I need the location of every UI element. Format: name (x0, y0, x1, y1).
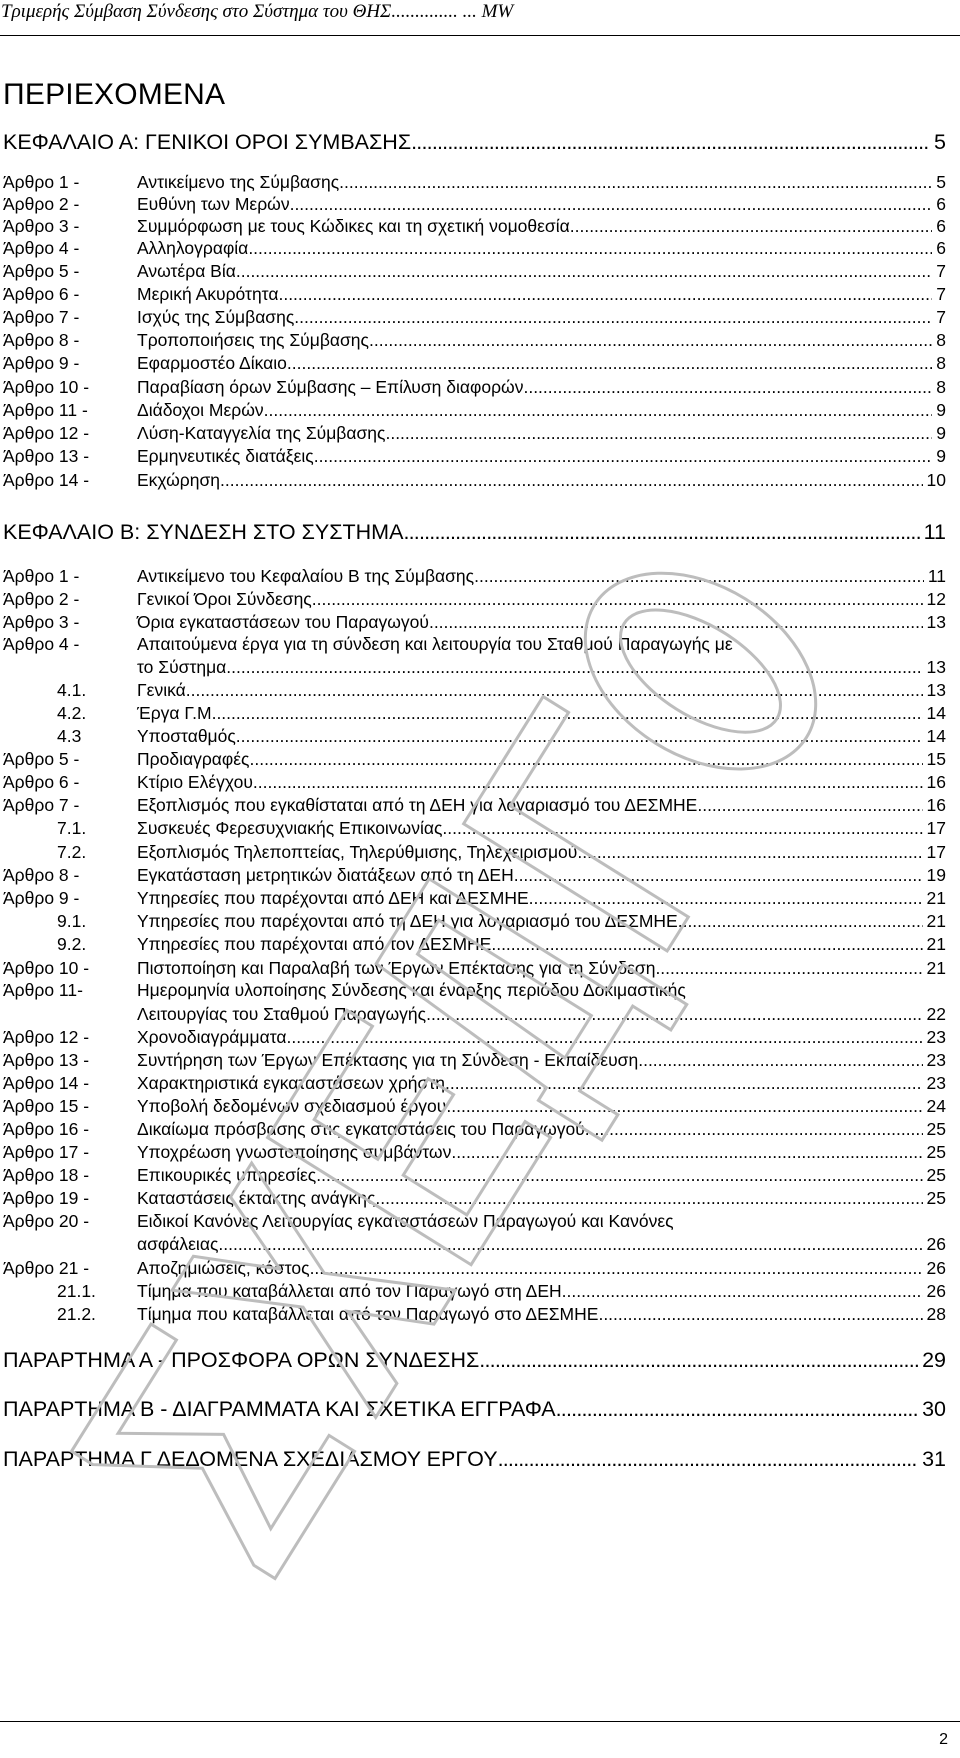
toc-title: Υποχρέωση γνωστοποίησης συμβάντων (137, 1142, 452, 1162)
dot-leader (514, 865, 923, 886)
dot-leader (218, 1234, 922, 1255)
toc-label: Άρθρο 12 - (3, 1027, 90, 1047)
dot-leader (474, 566, 924, 587)
dot-leader (426, 1004, 922, 1025)
toc-label: Άρθρο 8 - (3, 330, 80, 350)
toc-page-number: 23 (926, 1050, 946, 1070)
toc-label: 7.2. (57, 842, 87, 862)
toc-title: Λύση-Καταγγελία της Σύμβασης (137, 423, 386, 443)
toc-article[interactable] (0, 1027, 946, 1049)
toc-page-number: 11 (927, 566, 946, 586)
toc-page-number: 9 (936, 400, 946, 420)
toc-article[interactable] (0, 1211, 946, 1233)
dot-leader (523, 377, 932, 398)
toc-title: Συντήρηση των Έργων Επέκτασης για τη Σύνδεση - Εκπαίδευση (137, 1050, 639, 1070)
footer-rule (0, 1721, 960, 1722)
toc-title: Εγκατάσταση μετρητικών διατάξεων από τη ΔΕΗ (137, 865, 514, 885)
dot-leader (442, 818, 922, 839)
toc-article[interactable] (0, 1142, 946, 1164)
toc-article[interactable] (0, 216, 946, 238)
toc-label: 4.1. (57, 680, 87, 700)
toc-label: 21.1. (57, 1281, 96, 1301)
toc-label: Άρθρο 5 - (3, 261, 80, 281)
dot-leader (577, 842, 922, 863)
toc-title: Επικουρικές υπηρεσίες (137, 1165, 317, 1185)
toc-page-number: 13 (926, 680, 946, 700)
toc-article[interactable] (0, 795, 946, 817)
toc-article[interactable] (0, 284, 946, 306)
toc-article[interactable] (0, 307, 946, 329)
toc-article[interactable] (0, 446, 946, 468)
toc-subsection[interactable] (0, 842, 946, 864)
dot-leader (411, 130, 930, 155)
dot-leader (186, 680, 923, 701)
toc-label: Άρθρο 14 - (3, 470, 90, 490)
dot-leader (562, 1281, 923, 1302)
toc-label: Άρθρο 8 - (3, 865, 80, 885)
toc-page-number: 11 (923, 520, 946, 544)
toc-page-number: 8 (936, 353, 946, 373)
dot-leader (316, 1165, 922, 1186)
toc-label: 9.1. (57, 911, 87, 931)
toc-article[interactable] (0, 1119, 946, 1141)
toc-label: Άρθρο 4 - (3, 238, 80, 258)
toc-label: Άρθρο 5 - (3, 749, 80, 769)
toc-title: Όρια εγκαταστάσεων του Παραγωγού (137, 612, 429, 632)
toc-page-number: 8 (936, 330, 946, 350)
dot-leader (236, 726, 923, 747)
toc-page-number: 8 (936, 377, 946, 397)
toc-article[interactable] (0, 400, 946, 422)
toc-label: Άρθρο 11- (3, 980, 83, 1000)
toc-article[interactable] (0, 238, 946, 260)
toc-title: Κτίριο Ελέγχου (137, 772, 253, 792)
toc-subsection[interactable] (0, 1304, 946, 1326)
dot-leader (556, 1397, 918, 1422)
toc-page-number: 9 (936, 423, 946, 443)
toc-article[interactable] (0, 1073, 946, 1095)
toc-title: ΚΕΦΑΛΑΙΟ Α: ΓΕΝΙΚΟΙ ΟΡΟΙ ΣΥΜΒΑΣΗΣ (3, 130, 412, 154)
toc-article[interactable] (0, 423, 946, 445)
toc-title: Ερμηνευτικές διατάξεις (137, 446, 314, 466)
toc-label: Άρθρο 14 - (3, 1073, 90, 1093)
toc-title: Απαιτούμενα έργα για τη σύνδεση και λειτουργία του Σταθμού Παραγωγής με (137, 634, 733, 654)
toc-chapter[interactable] (0, 1397, 946, 1423)
toc-page-number: 30 (922, 1397, 946, 1421)
toc-title: Υπηρεσίες που παρέχονται από τον ΔΕΣΜΗΕ (137, 934, 492, 954)
toc-title: ΠΑΡΑΡΤΗΜΑ Α - ΠΡΟΣΦΟΡΑ ΟΡΩΝ ΣΥΝΔΕΣΗΣ (3, 1348, 480, 1372)
toc-title: Αποζημιώσεις, κόστος (137, 1258, 310, 1278)
toc-title: Συσκευές Φερεσυχνιακής Επικοινωνίας (137, 818, 443, 838)
toc-page-number: 5 (934, 130, 946, 154)
toc-page-number: 9 (936, 446, 946, 466)
dot-leader (375, 1188, 922, 1209)
toc-article[interactable] (0, 194, 946, 216)
dot-leader (226, 657, 922, 678)
dot-leader (294, 307, 932, 328)
dot-leader (220, 470, 923, 491)
toc-page-number: 23 (926, 1027, 946, 1047)
toc-page-number: 25 (926, 1142, 946, 1162)
toc-article[interactable] (0, 589, 946, 611)
toc-title: Τίμημα που καταβάλλεται από τον Παραγωγό στη ΔΕΗ (137, 1281, 562, 1301)
toc-page-number: 16 (926, 772, 946, 792)
toc-subsection[interactable] (0, 703, 946, 725)
toc-label: Άρθρο 6 - (3, 772, 80, 792)
dot-leader (264, 400, 933, 421)
dot-leader (479, 1348, 918, 1373)
toc-article[interactable] (0, 958, 946, 980)
toc-article[interactable] (0, 470, 946, 492)
toc-label: Άρθρο 1 - (3, 566, 80, 586)
toc-page-number: 15 (926, 749, 946, 769)
toc-article-continuation[interactable] (0, 657, 946, 679)
toc-title: Γενικά (137, 680, 186, 700)
toc-label: Άρθρο 3 - (3, 612, 80, 632)
toc-title: Μερική Ακυρότητα (137, 284, 279, 304)
toc-label: Άρθρο 9 - (3, 888, 80, 908)
toc-label: Άρθρο 18 - (3, 1165, 90, 1185)
toc-article[interactable] (0, 1050, 946, 1072)
dot-leader (491, 934, 922, 955)
toc-article[interactable] (0, 330, 946, 352)
toc-title: Γενικοί Όροι Σύνδεσης (137, 589, 312, 609)
toc-title-continuation: Λειτουργίας του Σταθμού Παραγωγής (137, 1004, 427, 1024)
toc-title: Υπηρεσίες που παρέχονται από τη ΔΕΗ για λογαριασμό του ΔΕΣΜΗΕ (137, 911, 678, 931)
toc-label: Άρθρο 20 - (3, 1211, 90, 1231)
toc-label: Άρθρο 10 - (3, 377, 90, 397)
dot-leader (278, 284, 932, 305)
toc-page-number: 6 (936, 238, 946, 258)
toc-subsection[interactable] (0, 1281, 946, 1303)
toc-title: Εξοπλισμός Τηλεποπτείας, Τηλερύθμισης, Τηλεχειρισμού (137, 842, 578, 862)
toc-title: Έργα Γ.Μ. (137, 703, 217, 723)
toc-subsection[interactable] (0, 911, 946, 933)
toc-title: Συμμόρφωση με τους Κώδικες και τη σχετική νομοθεσία (137, 216, 570, 236)
toc-label: Άρθρο 17 - (3, 1142, 90, 1162)
toc-page-number: 6 (936, 194, 946, 214)
toc-title: Ανωτέρα Βία (137, 261, 236, 281)
toc-article[interactable] (0, 888, 946, 910)
toc-title: Υποβολή δεδομένων σχεδιασμού έργου (137, 1096, 447, 1116)
dot-leader (314, 446, 933, 467)
toc-article[interactable] (0, 865, 946, 887)
toc-title: Ειδικοί Κανόνες Λειτουργίας εγκαταστάσεων Παραγωγού και Κανόνες (137, 1211, 674, 1231)
toc-article-continuation[interactable] (0, 1234, 946, 1256)
dot-leader (236, 261, 932, 282)
toc-label: Άρθρο 11 - (3, 400, 88, 420)
toc-title: Αντικείμενο του Κεφαλαίου Β της Σύμβασης (137, 566, 475, 586)
toc-label: Άρθρο 9 - (3, 353, 80, 373)
toc-title: Ευθύνη των Μερών (137, 194, 290, 214)
dot-leader (445, 1073, 923, 1094)
toc-label: 7.1. (57, 818, 87, 838)
dot-leader (638, 1050, 922, 1071)
dot-leader (253, 772, 923, 793)
toc-article[interactable] (0, 980, 946, 1002)
toc-label: Άρθρο 3 - (3, 216, 80, 236)
toc-page-number: 14 (926, 703, 946, 723)
toc-title: Τροποποιήσεις της Σύμβασης (137, 330, 369, 350)
toc-article[interactable] (0, 1188, 946, 1210)
dot-leader (498, 1447, 919, 1472)
dot-leader (403, 520, 919, 545)
toc-title: Προδιαγραφές (137, 749, 250, 769)
toc-page-number: 21 (926, 888, 946, 908)
toc-page-number: 26 (926, 1281, 946, 1301)
toc-label: 21.2. (57, 1304, 96, 1324)
toc-title: Διάδοχοι Μερών (137, 400, 264, 420)
toc-page-number: 17 (926, 818, 946, 838)
toc-page-number: 12 (926, 589, 946, 609)
toc-page-number: 28 (926, 1304, 946, 1324)
dot-leader (286, 1027, 922, 1048)
dot-leader (249, 749, 922, 770)
toc-title: Ημερομηνία υλοποίησης Σύνδεσης και έναρξης περιόδου Δοκιμαστικής (137, 980, 686, 1000)
dot-leader (529, 888, 923, 909)
toc-title: Εξοπλισμός που εγκαθίσταται από τη ΔΕΗ για λογαριασμό του ΔΕΣΜΗΕ (137, 795, 698, 815)
toc-chapter[interactable] (0, 520, 946, 546)
toc-label: Άρθρο 13 - (3, 1050, 90, 1070)
toc-label: Άρθρο 10 - (3, 958, 90, 978)
dot-leader (287, 353, 932, 374)
dot-leader (290, 194, 933, 215)
toc-subsection[interactable] (0, 726, 946, 748)
dot-leader (598, 1304, 922, 1325)
dot-leader (585, 1119, 923, 1140)
toc-page-number: 16 (926, 795, 946, 815)
toc-page-number: 7 (936, 261, 946, 281)
toc-label: Άρθρο 19 - (3, 1188, 90, 1208)
toc-title: Αλληλογραφία (137, 238, 249, 258)
toc-page-number: 21 (926, 958, 946, 978)
toc-subsection[interactable] (0, 818, 946, 840)
toc-page-number: 25 (926, 1188, 946, 1208)
toc-article[interactable] (0, 1165, 946, 1187)
toc-chapter[interactable] (0, 1348, 946, 1374)
toc-title: Τίμημα που καταβάλλεται από τον Παραγωγό στο ΔΕΣΜΗΕ (137, 1304, 599, 1324)
toc-page-number: 13 (926, 612, 946, 632)
toc-label: Άρθρο 12 - (3, 423, 90, 443)
toc-label: 4.2. (57, 703, 87, 723)
toc-page-number: 25 (926, 1165, 946, 1185)
dot-leader (429, 612, 923, 633)
toc-article[interactable] (0, 172, 946, 194)
toc-chapter[interactable] (0, 130, 946, 156)
toc-article[interactable] (0, 261, 946, 283)
toc-article-continuation[interactable] (0, 1004, 946, 1026)
toc-label: 9.2. (57, 934, 87, 954)
toc-page-number: 5 (936, 172, 946, 192)
dot-leader (446, 1096, 922, 1117)
toc-article[interactable] (0, 566, 946, 588)
toc-article[interactable] (0, 634, 946, 656)
toc-article[interactable] (0, 749, 946, 771)
toc-subsection[interactable] (0, 934, 946, 956)
toc-title: Υποσταθμός (137, 726, 236, 746)
dot-leader (310, 1258, 923, 1279)
toc-title-continuation: το Σύστημα (137, 657, 227, 677)
dot-leader (369, 330, 932, 351)
toc-page-number: 10 (926, 470, 946, 490)
toc-page-number: 23 (926, 1073, 946, 1093)
dot-leader (385, 423, 932, 444)
toc-page-number: 26 (926, 1258, 946, 1278)
toc-label: Άρθρο 13 - (3, 446, 90, 466)
page-number: 2 (939, 1731, 948, 1748)
toc-label: Άρθρο 2 - (3, 194, 80, 214)
toc-title: Ισχύς της Σύμβασης (137, 307, 295, 327)
toc-label: Άρθρο 21 - (3, 1258, 90, 1278)
toc-title: ΠΑΡΑΡΤΗΜΑ Β - ΔΙΑΓΡΑΜΜΑΤΑ ΚΑΙ ΣΧΕΤΙΚΑ ΕΓΓΡΑΦΑ (3, 1397, 556, 1421)
header-text: Τριμερής Σύμβαση Σύνδεσης στο Σύστημα του ΘΗΣ.............. ... ΜW (1, 1, 514, 22)
toc-label: Άρθρο 1 - (3, 172, 80, 192)
toc-page-number: 21 (926, 934, 946, 954)
toc-article[interactable] (0, 1096, 946, 1118)
toc-subsection[interactable] (0, 680, 946, 702)
toc-title-continuation: ασφάλειας (137, 1234, 219, 1254)
toc-title: Δικαίωμα πρόσβασης στις εγκαταστάσεις του Παραγωγού (137, 1119, 585, 1139)
toc-label: Άρθρο 15 - (3, 1096, 90, 1116)
toc-page-number: 24 (926, 1096, 946, 1116)
toc-article[interactable] (0, 612, 946, 634)
toc-title: Εφαρμοστέο Δίκαιο (137, 353, 287, 373)
toc-page-number: 31 (922, 1447, 946, 1471)
toc-article[interactable] (0, 772, 946, 794)
dot-leader (312, 589, 923, 610)
dot-leader (570, 216, 933, 237)
toc-chapter[interactable] (0, 1447, 946, 1473)
toc-title: Καταστάσεις έκτακτης ανάγκης (137, 1188, 376, 1208)
toc-page-number: 7 (936, 307, 946, 327)
toc-page-number: 25 (926, 1119, 946, 1139)
toc-article[interactable] (0, 353, 946, 375)
dot-leader (655, 958, 922, 979)
dot-leader (339, 172, 932, 193)
toc-label: Άρθρο 6 - (3, 284, 80, 304)
toc-page-number: 19 (926, 865, 946, 885)
toc-title: Χαρακτηριστικά εγκαταστάσεων χρήστη (137, 1073, 445, 1093)
toc-article[interactable] (0, 1258, 946, 1280)
page-title: ΠΕΡΙΕΧΟΜΕΝΑ (3, 78, 226, 111)
toc-page-number: 29 (922, 1348, 946, 1372)
toc-label: Άρθρο 7 - (3, 307, 80, 327)
toc-title: Υπηρεσίες που παρέχονται από ΔΕΗ και ΔΕΣΜΗΕ (137, 888, 529, 908)
toc-article[interactable] (0, 377, 946, 399)
toc-label: Άρθρο 4 - (3, 634, 80, 654)
toc-page-number: 26 (926, 1234, 946, 1254)
toc-title: Εκχώρηση (137, 470, 221, 490)
dot-leader (248, 238, 932, 259)
toc-page-number: 13 (926, 657, 946, 677)
toc-label: Άρθρο 16 - (3, 1119, 90, 1139)
dot-leader (216, 703, 922, 724)
toc-page-number: 7 (936, 284, 946, 304)
toc-label: 4.3 (57, 726, 82, 746)
toc-title: Παραβίαση όρων Σύμβασης – Επίλυση διαφορών (137, 377, 524, 397)
dot-leader (697, 795, 922, 816)
toc-label: Άρθρο 7 - (3, 795, 80, 815)
dot-leader (451, 1142, 922, 1163)
toc-title: ΚΕΦΑΛΑΙΟ Β: ΣΥΝΔΕΣΗ ΣΤΟ ΣΥΣΤΗΜΑ (3, 520, 404, 544)
toc-title: Χρονοδιαγράμματα (137, 1027, 287, 1047)
toc-page-number: 6 (936, 216, 946, 236)
toc-title: Αντικείμενο της Σύμβασης (137, 172, 340, 192)
toc-title: ΠΑΡΑΡΤΗΜΑ Γ ΔΕΔΟΜΕΝΑ ΣΧΕΔΙΑΣΜΟΥ ΕΡΓΟΥ (3, 1447, 498, 1471)
toc-title: Πιστοποίηση και Παραλαβή των Έργων Επέκτασης για τη Σύνδεση (137, 958, 656, 978)
toc-page-number: 22 (926, 1004, 946, 1024)
dot-leader (678, 911, 923, 932)
toc-page-number: 17 (926, 842, 946, 862)
toc-label: Άρθρο 2 - (3, 589, 80, 609)
toc-page-number: 14 (926, 726, 946, 746)
toc-page-number: 21 (926, 911, 946, 931)
